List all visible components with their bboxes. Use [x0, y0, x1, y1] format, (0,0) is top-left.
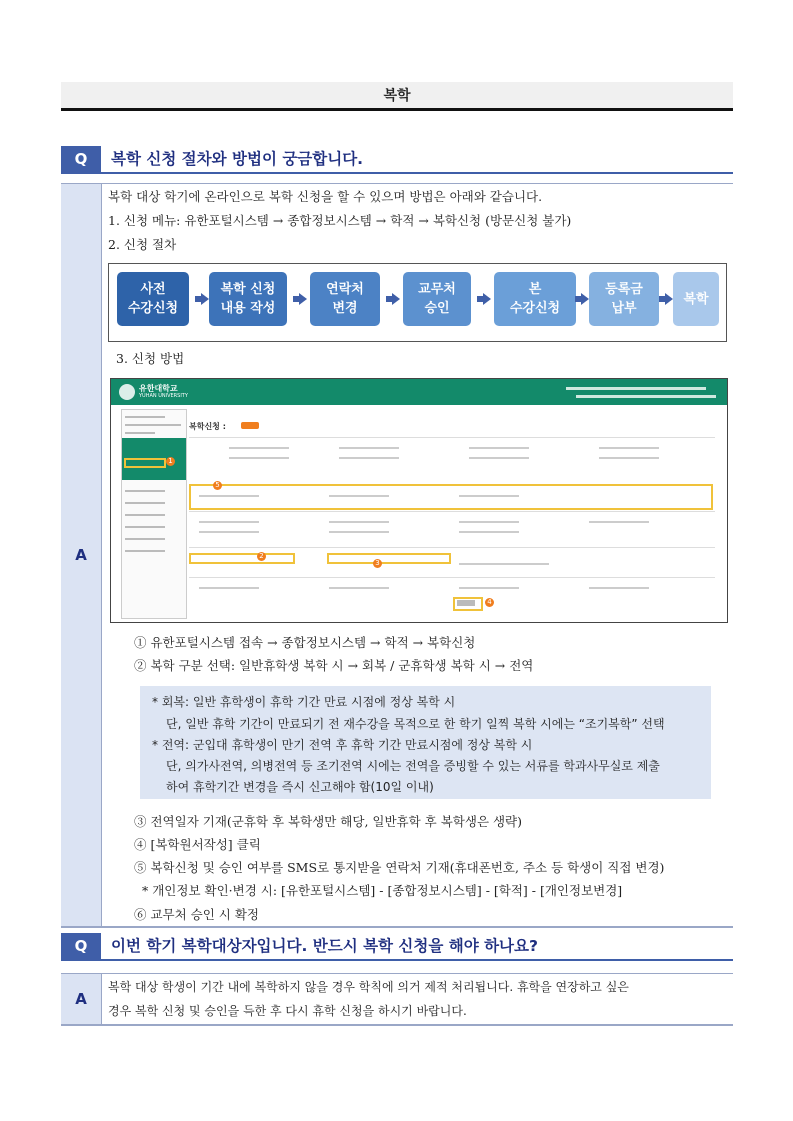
cell — [199, 495, 259, 497]
answer-intro: 복학 대상 학기에 온라인으로 복학 신청을 할 수 있으며 방법은 아래와 같습니다. — [108, 189, 543, 204]
question-row-2 — [61, 933, 733, 961]
info-section — [189, 437, 715, 472]
note-box — [140, 686, 711, 799]
step-6: ⑥ 교무처 승인 시 확정 — [134, 907, 259, 922]
highlight-box-3 — [327, 553, 451, 564]
cell — [589, 587, 649, 589]
step-4: ④ [복학원서작성] 클릭 — [134, 837, 261, 852]
brand-korean: 유한대학교 — [139, 384, 178, 393]
cell — [459, 521, 519, 523]
method-heading: 3. 신청 방법 — [116, 351, 185, 366]
cell — [329, 495, 389, 497]
arrow-right-icon — [299, 293, 307, 305]
cell — [229, 447, 289, 449]
portal-brand — [139, 385, 188, 399]
highlight-box-2 — [189, 553, 295, 564]
arrow-right-icon — [665, 293, 673, 305]
step-5-note: * 개인정보 확인·변경 시: [유한포털시스템] - [종합정보시스템] - [학적] - [개인정보변경] — [142, 883, 623, 898]
flow-step-label: 연락처 — [326, 282, 364, 297]
cell — [599, 457, 659, 459]
note-line: 하여 휴학기간 변경을 즉시 신고해야 함(10일 이내) — [166, 780, 434, 794]
note-line: 단, 일반 휴학 기간이 만료되기 전 재수강을 목적으로 한 학기 일찍 복학 시에는 “조기복학” 선택 — [166, 717, 665, 731]
cell — [459, 587, 519, 589]
top-menu-placeholder — [576, 395, 716, 398]
marker-1: 1 — [166, 457, 175, 466]
flow-step-2 — [209, 272, 287, 326]
cell — [469, 457, 529, 459]
highlight-box-5 — [189, 484, 713, 510]
sidebar-line — [125, 514, 165, 516]
marker-4: 4 — [485, 598, 494, 607]
portal-screenshot — [110, 378, 728, 623]
sidebar-line — [125, 416, 165, 418]
step-2: ② 복학 구분 선택: 일반휴학생 복학 시 → 회복 / 군휴학생 복학 시 → 전역 — [134, 658, 534, 673]
sidebar-line — [125, 424, 181, 426]
a-badge: A — [61, 974, 102, 1024]
flow-step-label: 교무처 — [418, 282, 456, 297]
cell — [459, 563, 549, 565]
flow-step-label: 승인 — [424, 301, 450, 316]
page-title: 복학 — [61, 82, 733, 111]
cell — [329, 587, 389, 589]
note-line: 단, 의가사전역, 의병전역 등 조기전역 시에는 전역을 증빙할 수 있는 서류를 학과사무실로 제출 — [166, 759, 660, 773]
cell — [339, 457, 399, 459]
cell — [589, 521, 649, 523]
cell — [199, 531, 259, 533]
marker-3: 3 — [373, 559, 382, 568]
cell — [459, 531, 519, 533]
q-badge: Q — [61, 933, 101, 959]
arrow-right-icon — [392, 293, 400, 305]
flow-step-label: 수강신청 — [509, 301, 561, 316]
cell — [339, 447, 399, 449]
arrow-right-icon — [201, 293, 209, 305]
a-badge: A — [61, 184, 102, 926]
flow-step-label: 복학 — [683, 291, 709, 307]
sidebar-line — [125, 526, 165, 528]
university-logo-icon — [119, 384, 135, 400]
cell — [329, 521, 389, 523]
flow-step-4 — [403, 272, 471, 326]
flow-step-label: 변경 — [332, 301, 358, 316]
cell — [199, 521, 259, 523]
marker-2: 2 — [257, 552, 266, 561]
write-application-button[interactable] — [457, 600, 475, 606]
portal-main — [189, 409, 719, 617]
cell — [599, 447, 659, 449]
marker-5: 5 — [213, 481, 222, 490]
arrow-right-icon — [483, 293, 491, 305]
contact-section — [189, 511, 715, 542]
page-title-tag — [241, 422, 259, 429]
flow-step-label: 복학 신청 — [220, 282, 276, 297]
flow-step-label: 내용 작성 — [220, 301, 276, 316]
question-text: 복학 신청 절차와 방법이 궁금합니다. — [111, 150, 364, 168]
q-badge: Q — [61, 146, 101, 172]
procedure-heading: 2. 신청 절차 — [108, 237, 177, 252]
arrow-right-icon — [581, 293, 589, 305]
flow-step-label: 수강신청 — [127, 301, 179, 316]
procedure-flow — [108, 263, 727, 342]
sidebar-line — [125, 490, 165, 492]
portal-page-title: 복학신청 : — [189, 422, 226, 431]
flow-step-label: 납부 — [611, 301, 637, 316]
portal-sidebar — [121, 409, 187, 619]
flow-step-3 — [310, 272, 380, 326]
flow-step-label: 등록금 — [605, 282, 643, 297]
note-line: * 전역: 군입대 휴학생이 만기 전역 후 휴학 기간 만료시점에 정상 복학 시 — [152, 738, 533, 752]
flow-step-7 — [673, 272, 719, 326]
sidebar-line — [125, 502, 165, 504]
question-row-1 — [61, 146, 733, 174]
step-5: ⑤ 복학신청 및 승인 여부를 SMS로 통지받을 연락처 기재(휴대폰번호, 주소 등 학생이 직접 변경) — [134, 860, 665, 875]
cell — [329, 531, 389, 533]
step-1: ① 유한포털시스템 접속 → 종합정보시스템 → 학적 → 복학신청 — [134, 635, 476, 650]
cell — [199, 587, 259, 589]
flow-step-5 — [494, 272, 576, 326]
flow-step-label: 본 — [528, 282, 542, 297]
cell — [229, 457, 289, 459]
sidebar-line — [125, 432, 155, 434]
answer-2-line-2: 경우 복학 신청 및 승인을 득한 후 다시 휴학 신청을 하시기 바랍니다. — [108, 1004, 467, 1018]
highlight-box-1 — [124, 458, 166, 468]
flow-step-1 — [117, 272, 189, 326]
question-text: 이번 학기 복학대상자입니다. 반드시 복학 신청을 해야 하나요? — [111, 937, 538, 955]
cell — [469, 447, 529, 449]
answer-2-line-1: 복학 대상 학생이 기간 내에 복학하지 않을 경우 학칙에 의거 제적 처리됩니다. 휴학을 연장하고 싶은 — [108, 980, 629, 994]
note-line: * 회복: 일반 휴학생이 휴학 기간 만료 시점에 정상 복학 시 — [152, 695, 456, 709]
flow-step-label: 사전 — [140, 282, 166, 297]
menu-path: 1. 신청 메뉴: 유한포털시스템 → 종합정보시스템 → 학적 → 복학신청 (방문신청 불가) — [108, 213, 572, 228]
flow-step-6 — [589, 272, 659, 326]
portal-top-bar — [111, 379, 727, 405]
cell — [459, 495, 519, 497]
sidebar-line — [125, 550, 165, 552]
step-3: ③ 전역일자 기재(군휴학 후 복학생만 해당, 일반휴학 후 복학생은 생략) — [134, 814, 523, 829]
sidebar-line — [125, 538, 165, 540]
brand-english: YUHAN UNIVERSITY — [139, 393, 188, 399]
top-menu-placeholder — [566, 387, 706, 390]
